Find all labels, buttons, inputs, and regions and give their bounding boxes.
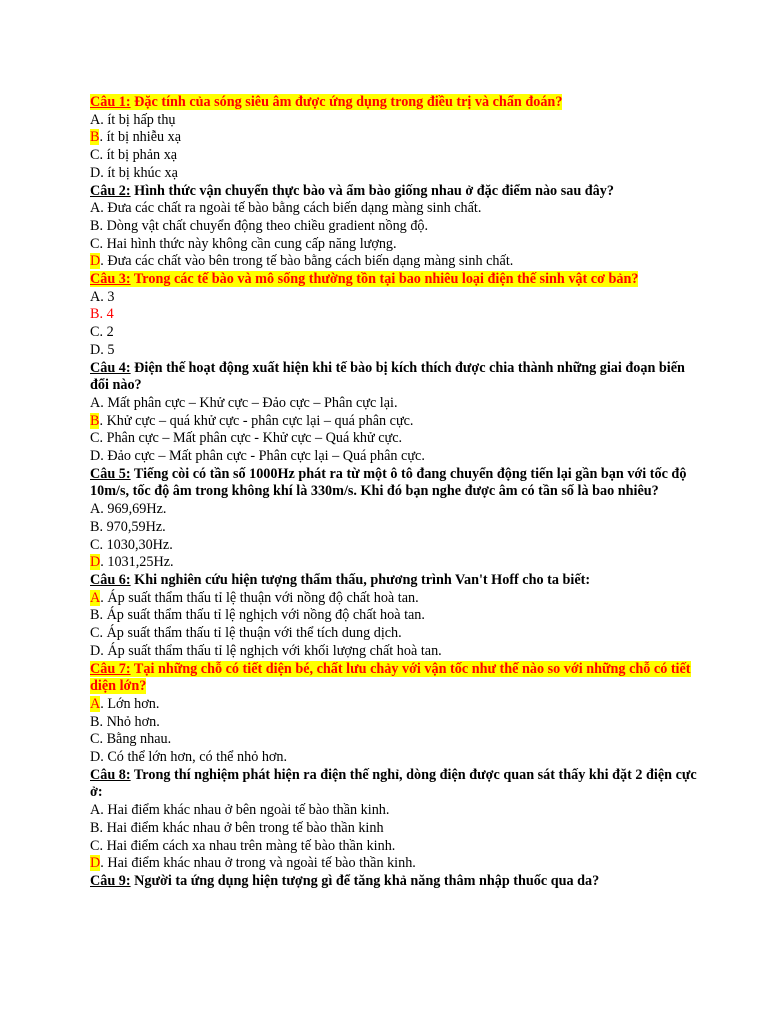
answer-option [90, 306, 700, 324]
answer-option [90, 324, 700, 342]
answer-option [90, 590, 700, 608]
option-letter: D [90, 164, 101, 181]
option-text: . 2 [99, 324, 114, 341]
answer-option [90, 607, 700, 625]
question-text: Đặc tính của sóng siêu âm được ứng dụng trong điều trị và chẩn đoán? [130, 94, 563, 110]
option-text: . Lớn hơn. [100, 695, 160, 712]
option-letter: D [90, 749, 101, 766]
question-number: Câu 8: [90, 766, 131, 783]
question-highlight [90, 661, 691, 695]
option-letter: B [90, 306, 100, 323]
question-7 [90, 661, 700, 696]
option-letter: C [90, 837, 100, 854]
question-highlight [90, 94, 562, 110]
option-letter: C [90, 147, 100, 164]
option-text: . Bằng nhau. [99, 731, 172, 748]
option-letter: D [90, 448, 101, 465]
answer-option [90, 342, 700, 360]
option-text: . 970,59Hz. [99, 518, 166, 535]
option-letter: B [90, 819, 100, 836]
question-6 [90, 572, 700, 590]
question-number: Câu 7: [90, 660, 131, 677]
question-8 [90, 767, 700, 802]
option-letter: A [90, 589, 101, 606]
question-text: Tiếng còi có tần số 1000Hz phát ra từ một ô tô đang chuyển động tiến lại gần bạn với tốc độ 10m/s, tốc độ âm trong không khí là 330m/s. Khi đó bạn nghe được âm có tần số là bao nhiêu? [90, 465, 687, 500]
question-number: Câu 3: [90, 271, 131, 288]
option-text: . ít bị hấp thụ [100, 111, 176, 128]
answer-option [90, 537, 700, 555]
option-letter: D [90, 855, 101, 872]
option-text: . 3 [100, 288, 115, 305]
answer-option [90, 802, 700, 820]
answer-option [90, 749, 700, 767]
question-number: Câu 5: [90, 465, 131, 482]
option-text: . 5 [100, 341, 115, 358]
answer-option [90, 430, 700, 448]
option-letter: D [90, 253, 101, 270]
question-highlight [90, 271, 638, 287]
option-text: . Dòng vật chất chuyển động theo chiều gradient nồng độ. [99, 217, 429, 234]
answer-option [90, 625, 700, 643]
option-letter: C [90, 536, 100, 553]
option-letter: A [90, 200, 101, 217]
answer-option [90, 218, 700, 236]
answer-option [90, 253, 700, 271]
question-text: Hình thức vận chuyển thực bào và ẩm bào giống nhau ở đặc điểm nào sau đây? [130, 182, 614, 199]
option-letter: D [90, 642, 101, 659]
answer-option [90, 731, 700, 749]
answer-option [90, 147, 700, 165]
option-letter: A [90, 111, 101, 128]
option-letter: B [90, 713, 100, 730]
option-text: . Hai điểm khác nhau ở bên trong tế bào thần kinh [99, 819, 384, 836]
option-text: . 4 [99, 306, 114, 323]
option-text: . ít bị phản xạ [99, 147, 178, 164]
answer-option [90, 519, 700, 537]
answer-option [90, 200, 700, 218]
option-letter: C [90, 430, 100, 447]
answer-option [90, 395, 700, 413]
option-text: . Khử cực – quá khử cực - phân cực lại – quá phân cực. [99, 412, 414, 429]
question-number: Câu 2: [90, 182, 131, 199]
option-text: . Đảo cực – Mất phân cực - Phân cực lại – Quá phân cực. [100, 448, 425, 465]
option-letter: D [90, 341, 101, 358]
exam-page [90, 94, 700, 891]
question-number: Câu 1: [90, 94, 131, 110]
answer-option [90, 855, 700, 873]
question-text: Khi nghiên cứu hiện tượng thẩm thấu, phương trình Van't Hoff cho ta biết: [130, 571, 591, 588]
option-letter: A [90, 501, 101, 518]
question-text: Tại những chỗ có tiết diện bé, chất lưu chảy với vận tốc như thế nào so với những chỗ có tiết diện lớn? [90, 660, 691, 695]
option-text: . ít bị nhiễu xạ [99, 129, 182, 146]
question-text: Người ta ứng dụng hiện tượng gì để tăng khả năng thâm nhập thuốc qua da? [130, 872, 600, 889]
option-text: . ít bị khúc xạ [100, 164, 178, 181]
answer-option [90, 448, 700, 466]
question-2 [90, 183, 700, 201]
answer-option [90, 112, 700, 130]
option-letter: B [90, 217, 100, 234]
question-number: Câu 4: [90, 359, 131, 376]
option-letter: C [90, 731, 100, 748]
option-letter: A [90, 288, 101, 305]
option-letter: A [90, 802, 101, 819]
option-text: . Mất phân cực – Khử cực – Đảo cực – Phân cực lại. [100, 394, 398, 411]
option-text: . Đưa các chất vào bên trong tế bào bằng cách biến dạng màng sinh chất. [100, 253, 514, 270]
option-text: . Hai điểm cách xa nhau trên màng tế bào thần kinh. [99, 837, 396, 854]
answer-option [90, 554, 700, 572]
question-3 [90, 271, 700, 289]
option-text: . Đưa các chất ra ngoài tế bào bằng cách biến dạng màng sinh chất. [100, 200, 482, 217]
answer-option [90, 165, 700, 183]
option-letter: D [90, 554, 101, 571]
option-text: . Hai hình thức này không cần cung cấp năng lượng. [99, 235, 397, 252]
question-4 [90, 360, 700, 395]
option-letter: A [90, 695, 101, 712]
option-letter: B [90, 607, 100, 624]
answer-option [90, 714, 700, 732]
option-text: . Phân cực – Mất phân cực - Khử cực – Quá khử cực. [99, 430, 403, 447]
answer-option [90, 820, 700, 838]
question-text: Trong các tế bào và mô sống thường tồn tại bao nhiêu loại điện thế sinh vật cơ bản? [130, 271, 639, 288]
answer-option [90, 413, 700, 431]
answer-option [90, 236, 700, 254]
question-9 [90, 873, 700, 891]
option-text: . 969,69Hz. [100, 501, 167, 518]
option-text: . Nhỏ hơn. [99, 713, 160, 730]
question-1 [90, 94, 700, 112]
option-letter: C [90, 324, 100, 341]
option-text: . Áp suất thẩm thấu tỉ lệ thuận với nồng độ chất hoà tan. [100, 589, 419, 606]
option-letter: C [90, 235, 100, 252]
question-text: Trong thí nghiệm phát hiện ra điện thế nghỉ, dòng điện được quan sát thấy khi đặt 2 điện cực ở: [90, 766, 697, 801]
answer-option [90, 501, 700, 519]
option-text: . Áp suất thẩm thấu tỉ lệ nghịch với khối lượng chất hoà tan. [100, 642, 442, 659]
option-text: . 1031,25Hz. [100, 554, 174, 571]
option-letter: B [90, 518, 100, 535]
question-5 [90, 466, 700, 501]
option-letter: A [90, 394, 101, 411]
option-letter: C [90, 625, 100, 642]
option-letter: B [90, 129, 100, 146]
answer-option [90, 838, 700, 856]
answer-option [90, 696, 700, 714]
question-number: Câu 6: [90, 571, 131, 588]
answer-option [90, 289, 700, 307]
option-text: . Hai điểm khác nhau ở bên ngoài tế bào thần kinh. [100, 802, 390, 819]
option-text: . 1030,30Hz. [99, 536, 173, 553]
option-text: . Áp suất thẩm thấu tỉ lệ nghịch với nồng độ chất hoà tan. [99, 607, 425, 624]
question-text: Điện thế hoạt động xuất hiện khi tế bào bị kích thích được chia thành những giai đoạn biến đổi nào? [90, 359, 685, 394]
option-text: . Có thể lớn hơn, có thể nhỏ hơn. [100, 749, 288, 766]
answer-option [90, 129, 700, 147]
question-number: Câu 9: [90, 872, 131, 889]
answer-option [90, 643, 700, 661]
option-letter: B [90, 412, 100, 429]
option-text: . Áp suất thẩm thấu tỉ lệ thuận với thể tích dung dịch. [99, 625, 402, 642]
option-text: . Hai điểm khác nhau ở trong và ngoài tế bào thần kinh. [100, 855, 416, 872]
